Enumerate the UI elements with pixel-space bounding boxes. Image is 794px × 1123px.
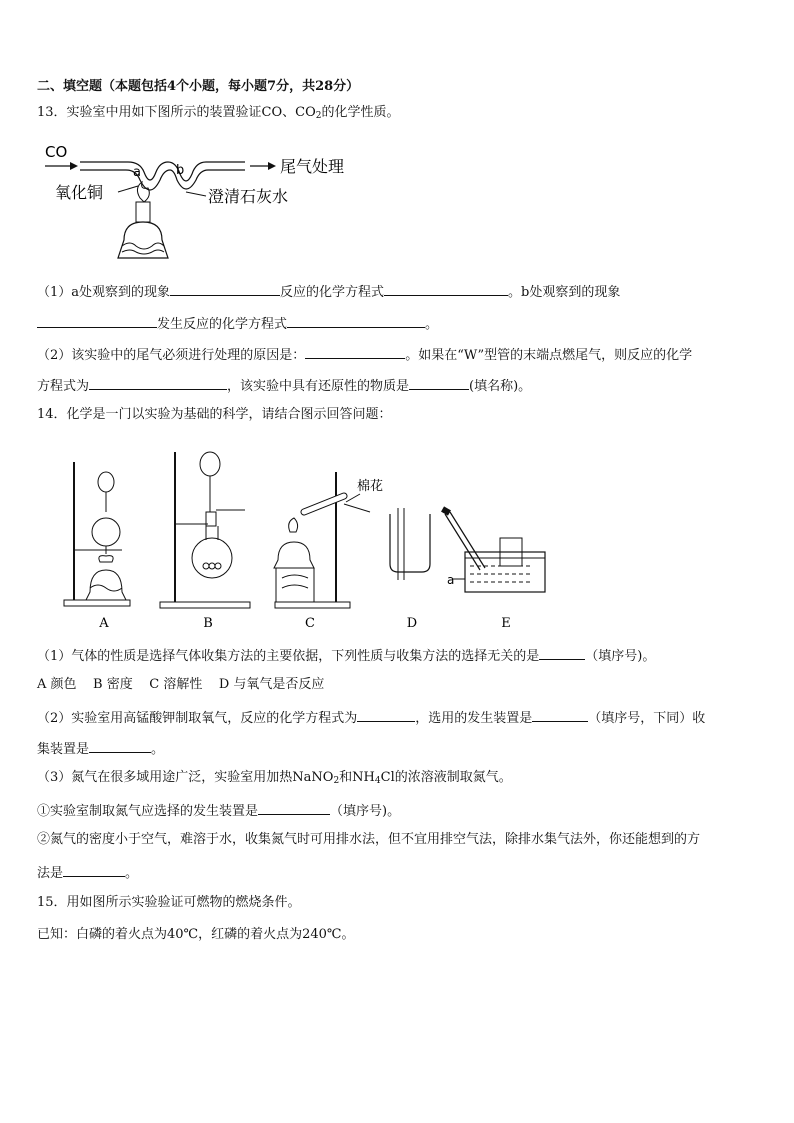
q14-part3-sub2-cont	[37, 862, 138, 883]
fig-label-c: C	[305, 616, 315, 631]
fig-label-d: D	[406, 616, 418, 631]
q15-known: 已知：白磷的着火点为40℃，红磷的着火点为240℃。	[37, 927, 355, 942]
fig-label-e: E	[501, 616, 511, 631]
q15-stem: 15．用如图所示实验验证可燃物的燃烧条件。	[37, 895, 301, 910]
q14-p2-text-c: （填序号，下同）收	[588, 711, 706, 726]
q13-part2-line1	[37, 344, 692, 365]
apparatus-e	[441, 506, 545, 592]
q14-part3	[37, 769, 512, 790]
fig-e-a-label: a	[447, 573, 455, 587]
section-title: 二、填空题（本题包括4个小题，每小题7分，共28分）	[37, 79, 360, 94]
q14-p6-text-b: 。	[125, 866, 139, 881]
fig-co-label: CO	[45, 143, 68, 161]
q14-p2-text-e: 。	[151, 742, 165, 757]
blank-collector[interactable]	[89, 738, 151, 753]
blank-tail-equation[interactable]	[89, 375, 227, 390]
q14-p3-text-a: （3）氮气在很多域用途广泛，实验室用加热NaNO	[37, 770, 334, 785]
q13-p2-text-a: （2）该实验中的尾气必须进行处理的原因是：	[37, 348, 306, 363]
fig-cuo-label: 氧化铜	[55, 183, 104, 202]
blank-a-phenomenon[interactable]	[170, 281, 280, 296]
blank-generator[interactable]	[532, 707, 588, 722]
apparatus-a	[64, 462, 130, 606]
q14-p4-text-a: ①实验室制取氮气应选择的发生装置是	[37, 804, 259, 819]
apparatus-c	[274, 472, 370, 608]
fig-a-label: a	[133, 165, 141, 180]
q13-stem-sub: 2	[315, 111, 322, 121]
q13-part1-line2	[37, 313, 438, 334]
blank-a-equation[interactable]	[384, 281, 508, 296]
q14-p2-text-d: 集装置是	[37, 742, 90, 757]
q14-p2-text-a: （2）实验室用高锰酸钾制取氧气，反应的化学方程式为	[37, 711, 358, 726]
blank-reductant[interactable]	[409, 375, 469, 390]
fig-limewater-label: 澄清石灰水	[208, 187, 289, 206]
q14-p2-text-b: ，选用的发生装置是	[415, 711, 533, 726]
fig-label-b: B	[203, 616, 213, 631]
fig-tail-label: 尾气处理	[280, 157, 345, 176]
q14-p1-text: （1）气体的性质是选择气体收集方法的主要依据，下列性质与收集方法的选择无关的是	[37, 649, 540, 664]
q14-part3-sub1	[37, 800, 400, 821]
fig-cotton-label: 棉花	[357, 479, 384, 494]
blank-unrelated-property[interactable]	[539, 645, 585, 660]
q14-p4-text-b: （填序号)。	[330, 804, 401, 819]
blank-tail-reason[interactable]	[305, 344, 405, 359]
q13-apparatus-figure	[40, 140, 370, 270]
q13-p2-text-c: 方程式为	[37, 379, 90, 394]
q14-part2-line2	[37, 738, 164, 759]
apparatus-d	[390, 508, 430, 580]
q13-p1-text-e: 。	[425, 317, 439, 332]
blank-b-equation[interactable]	[287, 313, 425, 328]
q13-part2-line2	[37, 375, 531, 396]
q13-p1-text-b: 反应的化学方程式	[280, 285, 385, 300]
q14-apparatus-figure	[60, 442, 560, 634]
q14-p3-sub2: 4	[374, 776, 381, 786]
q14-part2-line1	[37, 707, 705, 728]
q14-p3-text-b: 和NH	[339, 770, 375, 785]
q14-part3-sub2: ②氮气的密度小于空气，难溶于水，收集氮气时可用排水法，但不宜用排空气法，除排水集气法外，你还能想到的方	[37, 832, 701, 847]
q14-part1	[37, 645, 655, 666]
q14-p6-text-a: 法是	[37, 866, 64, 881]
fig-b-label: b	[176, 163, 185, 178]
q14-p1-end: （填序号)。	[585, 649, 656, 664]
q13-stem-text-end: 的化学性质。	[321, 105, 400, 120]
q14-options: A 颜色 B 密度 C 溶解性 D 与氧气是否反应	[37, 677, 325, 692]
q13-p2-text-d: ，该实验中具有还原性的物质是	[227, 379, 410, 394]
blank-kmno4-equation[interactable]	[357, 707, 415, 722]
q13-part1-line1	[37, 281, 620, 302]
q13-p2-text-b: 。如果在“W”型管的末端点燃尾气，则反应的化学	[405, 348, 693, 363]
q13-stem-text: 13．实验室中用如下图所示的装置验证CO、CO	[37, 105, 316, 120]
q14-p3-text-c: Cl的浓溶液制取氮气。	[380, 770, 512, 785]
apparatus-b	[160, 452, 250, 608]
q14-p3-sub1: 2	[333, 776, 340, 786]
q13-p1-text-c: 。b处观察到的现象	[508, 285, 621, 300]
q14-stem: 14．化学是一门以实验为基础的科学，请结合图示回答问题：	[37, 407, 392, 422]
q13-stem	[37, 104, 400, 125]
q13-p2-text-e: (填名称)。	[469, 379, 532, 394]
fig-label-a: A	[99, 616, 109, 631]
blank-n2-generator[interactable]	[258, 800, 330, 815]
q13-p1-text-a: （1）a处观察到的现象	[37, 285, 171, 300]
blank-b-phenomenon[interactable]	[37, 313, 157, 328]
blank-n2-other-method[interactable]	[63, 862, 125, 877]
q13-p1-text-d: 发生反应的化学方程式	[157, 317, 288, 332]
